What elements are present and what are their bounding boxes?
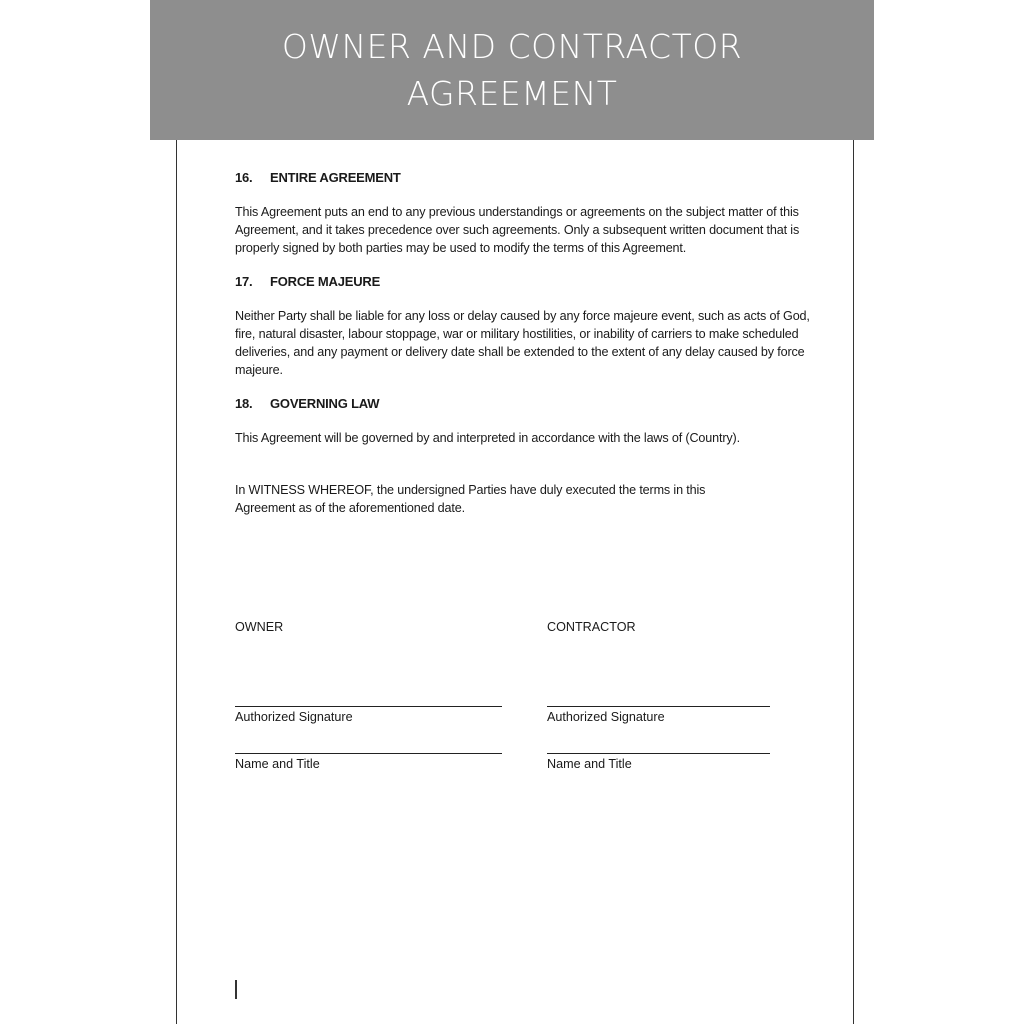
contractor-signature-label: Authorized Signature (547, 710, 665, 724)
owner-name-label: Name and Title (235, 757, 320, 771)
section-number: 18. (235, 396, 253, 411)
witness-clause: In WITNESS WHEREOF, the undersigned Parties have duly executed the terms in this Agreement as of the aforementioned date. (235, 483, 706, 515)
section-body: This Agreement puts an end to any previous understandings or agreements on the subject matter of this Agreement, and it takes precedence over such agreements. Only a subsequent written document that is properly signed by both parties may be used to modify the terms of this Agreement. (235, 205, 800, 255)
section-heading (235, 170, 815, 185)
section-entire-agreement (235, 170, 815, 257)
section-title: GOVERNING LAW (270, 396, 380, 411)
contractor-label: CONTRACTOR (547, 620, 636, 634)
section-body: Neither Party shall be liable for any loss or delay caused by any force majeure event, such as acts of God, fire, natural disaster, labour stoppage, war or military hostilities, or inability of carriers to make scheduled deliveries, and any payment or delivery date shall be extended to the extent of any delay caused by force majeure. (235, 309, 810, 377)
contractor-signature-line[interactable] (547, 706, 770, 707)
owner-signature-block (235, 620, 502, 773)
banner-title-line-1: OWNER AND CONTRACTOR (281, 27, 743, 66)
owner-signature-line[interactable] (235, 706, 502, 707)
section-number: 16. (235, 170, 253, 185)
contractor-name-line[interactable] (547, 753, 770, 754)
section-governing-law (235, 396, 815, 447)
contractor-signature-block (547, 620, 770, 773)
section-heading (235, 274, 815, 289)
section-body: This Agreement will be governed by and interpreted in accordance with the laws of (Country). (235, 431, 740, 445)
section-force-majeure (235, 274, 815, 379)
contractor-name-label: Name and Title (547, 757, 632, 771)
section-title: FORCE MAJEURE (270, 274, 381, 289)
banner-title-line-2: AGREEMENT (406, 74, 618, 113)
owner-name-line[interactable] (235, 753, 502, 754)
title-banner (150, 0, 874, 140)
section-heading (235, 396, 815, 411)
section-title: ENTIRE AGREEMENT (270, 170, 401, 185)
document-content (235, 170, 815, 534)
owner-signature-label: Authorized Signature (235, 710, 353, 724)
owner-label: OWNER (235, 620, 284, 634)
text-cursor (235, 980, 237, 999)
section-number: 17. (235, 274, 253, 289)
